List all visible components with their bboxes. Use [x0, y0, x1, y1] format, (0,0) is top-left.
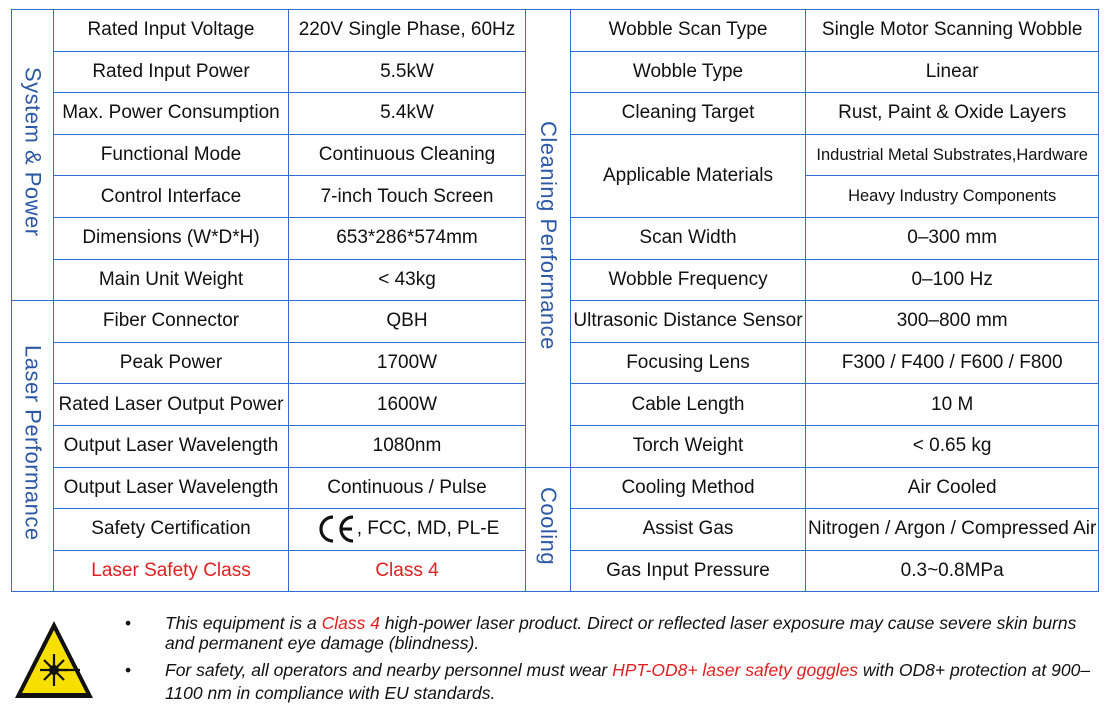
laser-warning-icon: [12, 618, 96, 707]
spec-value: 5.5kW: [289, 51, 526, 93]
spec-value: 0–300 mm: [806, 217, 1099, 259]
spec-label: Cooling Method: [571, 467, 806, 509]
spec-label: Wobble Scan Type: [571, 10, 806, 52]
spec-value: Air Cooled: [806, 467, 1099, 509]
spec-label: Control Interface: [54, 176, 289, 218]
spec-value: Single Motor Scanning Wobble: [806, 10, 1099, 52]
spec-value: 653*286*574mm: [289, 217, 526, 259]
section-system-power: System & Power: [12, 10, 54, 301]
spec-label: Rated Input Power: [54, 51, 289, 93]
section-cleaning-performance: Cleaning Performance: [526, 10, 571, 468]
spec-value: Nitrogen / Argon / Compressed Air: [806, 509, 1099, 551]
certification-text: , FCC, MD, PL-E: [356, 518, 500, 540]
spec-label: Dimensions (W*D*H): [54, 217, 289, 259]
spec-label: Torch Weight: [571, 425, 806, 467]
spec-value: 0.3~0.8MPa: [806, 550, 1099, 592]
spec-value: < 43kg: [289, 259, 526, 301]
spec-value-certification: [289, 509, 526, 551]
section-laser-performance: Laser Performance: [12, 301, 54, 592]
note-item: • For safety, all operators and nearby personnel must wear HPT-OD8+ laser safety goggles with OD8+ protection at 900–1100 nm in compliance with EU standards.: [125, 660, 1091, 703]
spec-label: Assist Gas: [571, 509, 806, 551]
table-row: [12, 467, 1099, 509]
section-cooling: Cooling: [526, 467, 571, 592]
spec-value: 1080nm: [289, 425, 526, 467]
spec-label: Rated Input Voltage: [54, 10, 289, 52]
spec-label: Safety Certification: [54, 509, 289, 551]
note-item: • This equipment is a Class 4 high-power laser product. Direct or reflected laser exposure may cause severe skin burns and permanent eye damage (blindness).: [125, 613, 1077, 653]
spec-label: Functional Mode: [54, 134, 289, 176]
spec-label: Peak Power: [54, 342, 289, 384]
spec-value: 1700W: [289, 342, 526, 384]
spec-label: Wobble Type: [571, 51, 806, 93]
spec-label: Output Laser Wavelength: [54, 425, 289, 467]
spec-label: Rated Laser Output Power: [54, 384, 289, 426]
spec-value: 5.4kW: [289, 93, 526, 135]
spec-value: Class 4: [289, 550, 526, 592]
spec-label: Max. Power Consumption: [54, 93, 289, 135]
spec-value: 1600W: [289, 384, 526, 426]
spec-value: 300–800 mm: [806, 301, 1099, 343]
spec-value: F300 / F400 / F600 / F800: [806, 342, 1099, 384]
spec-table: [11, 9, 1099, 592]
spec-label: Cable Length: [571, 384, 806, 426]
spec-value: 10 M: [806, 384, 1099, 426]
table-row: [12, 10, 1099, 52]
spec-value: < 0.65 kg: [806, 425, 1099, 467]
spec-value: Continuous / Pulse: [289, 467, 526, 509]
spec-value: Rust, Paint & Oxide Layers: [806, 93, 1099, 135]
spec-label: Ultrasonic Distance Sensor: [571, 301, 806, 343]
spec-value: QBH: [289, 301, 526, 343]
spec-value: Industrial Metal Substrates,Hardware: [806, 134, 1099, 176]
ce-mark-icon: [315, 514, 357, 544]
spec-label: Output Laser Wavelength: [54, 467, 289, 509]
spec-label: Focusing Lens: [571, 342, 806, 384]
spec-value: Continuous Cleaning: [289, 134, 526, 176]
safety-notes: [0, 613, 1105, 725]
spec-label: Main Unit Weight: [54, 259, 289, 301]
notes-list: [125, 613, 1095, 705]
spec-label: Laser Safety Class: [54, 550, 289, 592]
spec-label: Gas Input Pressure: [571, 550, 806, 592]
spec-value: 7-inch Touch Screen: [289, 176, 526, 218]
spec-label: Applicable Materials: [571, 134, 806, 217]
spec-label: Cleaning Target: [571, 93, 806, 135]
spec-value: Linear: [806, 51, 1099, 93]
spec-label: Wobble Frequency: [571, 259, 806, 301]
spec-value: Heavy Industry Components: [806, 176, 1099, 218]
spec-value: 220V Single Phase, 60Hz: [289, 10, 526, 52]
spec-value: 0–100 Hz: [806, 259, 1099, 301]
spec-label: Fiber Connector: [54, 301, 289, 343]
spec-label: Scan Width: [571, 217, 806, 259]
